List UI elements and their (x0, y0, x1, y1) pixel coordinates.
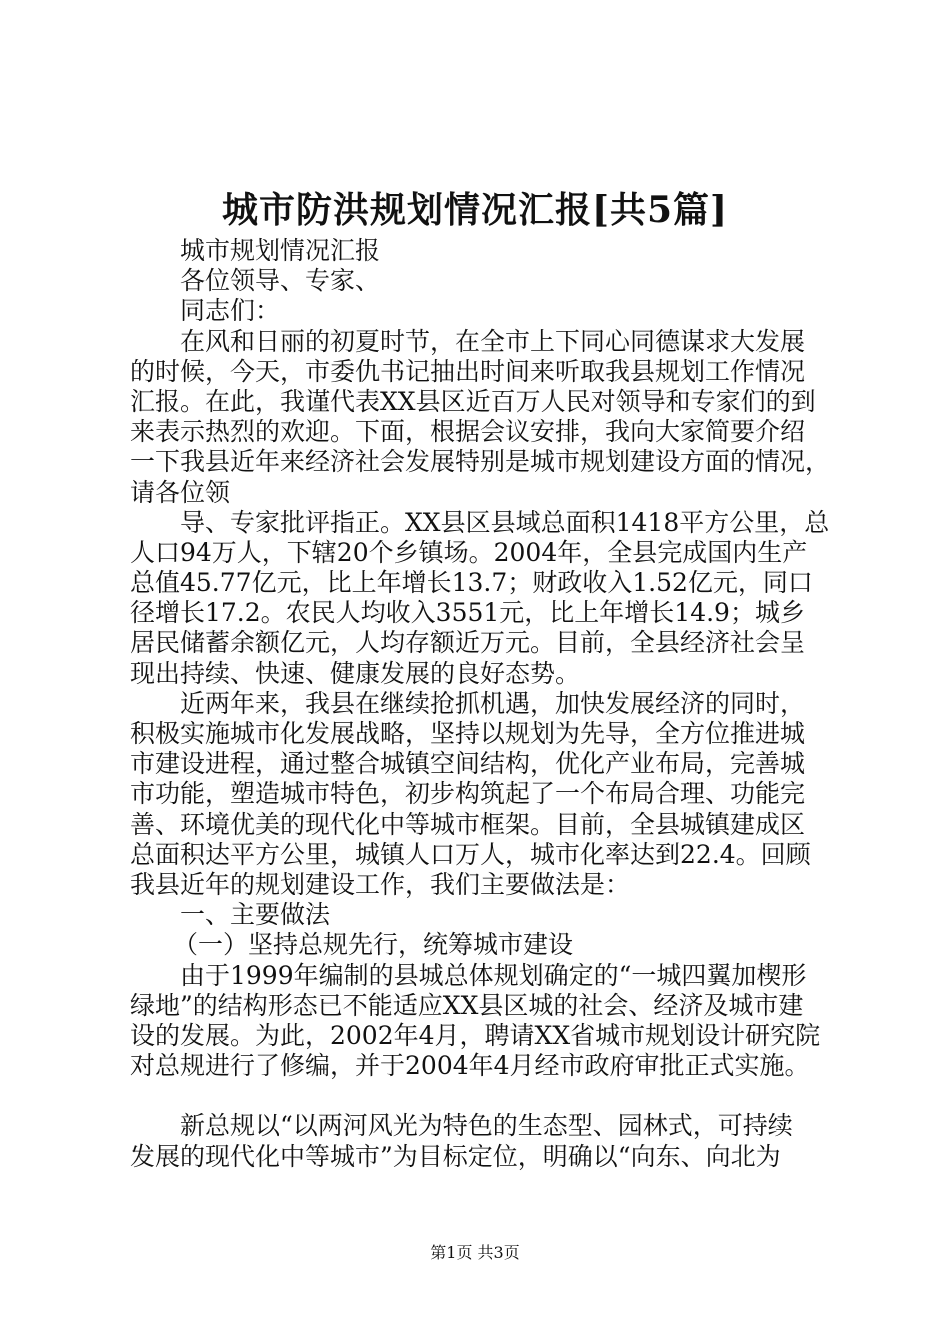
body-line: 导、专家批评指正。XX县区县域总面积1418平方公里，总 (180, 507, 830, 537)
body-line: 居民储蓄余额亿元，人均存额近万元。目前，全县经济社会呈 (130, 628, 806, 658)
body-line: 总面积达平方公里，城镇人口万人，城市化率达到22.4。回顾 (130, 839, 811, 869)
body-line: 来表示热烈的欢迎。下面，根据会议安排，我向大家简要介绍 (130, 417, 806, 447)
body-line: 同志们： (180, 296, 281, 326)
body-line: 一下我县近年来经济社会发展特别是城市规划建设方面的情况， (130, 447, 831, 477)
body-line: 对总规进行了修编，并于2004年4月经市政府审批正式实施。 (130, 1051, 810, 1081)
subsection-heading: （一）坚持总规先行，统筹城市建设 (173, 930, 574, 960)
body-line: 在风和日丽的初夏时节，在全市上下同心同德谋求大发展 (180, 326, 806, 356)
body-line: 的时候，今天，市委仇书记抽出时间来听取我县规划工作情况 (130, 356, 806, 386)
body-line: 总值45.77亿元，比上年增长13.7；财政收入1.52亿元，同口 (130, 568, 813, 598)
body-line: 各位领导、专家、 (180, 266, 381, 296)
paragraph-gap (130, 1081, 830, 1111)
body-line: 由于1999年编制的县城总体规划确定的“一城四翼加楔形 (180, 960, 807, 990)
body-line: 城市规划情况汇报 (180, 236, 381, 265)
document-body (130, 236, 830, 1172)
body-line: 径增长17.2。农民人均收入3551元，比上年增长14.9；城乡 (130, 598, 805, 628)
section-heading: 一、主要做法 (180, 900, 331, 930)
body-line: 积极实施城市化发展战略，坚持以规划为先导，全方位推进城 (130, 719, 806, 748)
body-line: 汇报。在此，我谨代表XX县区近百万人民对领导和专家们的到 (130, 386, 816, 416)
body-line: 人口94万人，下辖20个乡镇场。2004年，全县完成国内生产 (130, 537, 808, 567)
page-footer: 第1页 共3页 (430, 1243, 520, 1262)
body-line: 新总规以“以两河风光为特色的生态型、园林式，可持续 (180, 1111, 793, 1141)
body-line: 市功能，塑造城市特色，初步构筑起了一个布局合理、功能完 (130, 779, 806, 809)
document-title: 城市防洪规划情况汇报[共5篇] (221, 189, 729, 231)
body-line: 善、环境优美的现代化中等城市框架。目前，全县城镇建成区 (130, 809, 806, 839)
body-line: 我县近年的规划建设工作，我们主要做法是： (130, 869, 631, 899)
body-line: 设的发展。为此，2002年4月，聘请XX省城市规划设计研究院 (130, 1020, 821, 1050)
body-line: 绿地”的结构形态已不能适应XX县区城的社会、经济及城市建 (130, 990, 804, 1020)
body-line: 近两年来，我县在继续抢抓机遇，加快发展经济的同时， (180, 688, 806, 718)
body-line: 请各位领 (130, 477, 231, 507)
body-line: 发展的现代化中等城市”为目标定位，明确以“向东、向北为 (130, 1141, 781, 1171)
body-line: 市建设进程，通过整合城镇空间结构，优化产业布局，完善城 (130, 749, 806, 779)
body-line: 现出持续、快速、健康发展的良好态势。 (130, 658, 581, 688)
